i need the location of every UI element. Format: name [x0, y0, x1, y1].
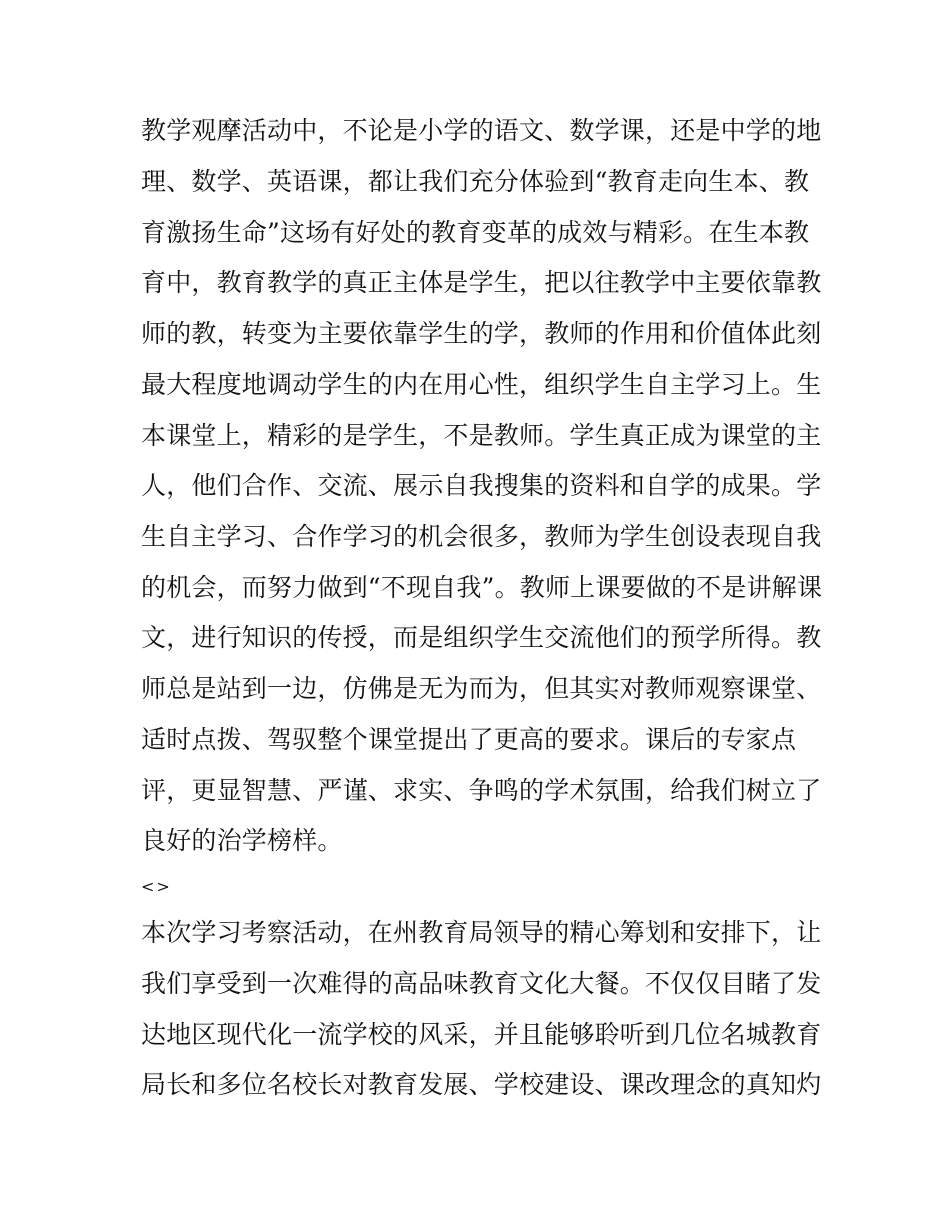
paragraph-1-line-1: 教学观摩活动中，不论是小学的语文、数学课，还是中学的地 — [141, 116, 822, 145]
paragraph-1-line-7: 本课堂上，精彩的是学生，不是教师。学生真正成为课堂的主 — [141, 421, 822, 450]
paragraph-1-line-9: 生自主学习、合作学习的机会很多，教师为学生创设表现自我 — [141, 522, 822, 551]
paragraph-1-line-2: 理、数学、英语课，都让我们充分体验到“教育走向生本、教 — [141, 167, 810, 196]
paragraph-2-line-2: 我们享受到一次难得的高品味教育文化大餐。不仅仅目睹了发 — [141, 969, 822, 998]
paragraph-1-line-13: 适时点拨、驾驭整个课堂提出了更高的要求。课后的专家点 — [141, 725, 797, 754]
paragraph-1-line-10: 的机会，而努力做到“不现自我”。教师上课要做的不是讲解课 — [141, 573, 823, 602]
paragraph-1-line-15: 良好的治学榜样。 — [141, 826, 343, 855]
paragraph-1-line-11: 文，进行知识的传授，而是组织学生交流他们的预学所得。教 — [141, 623, 822, 652]
paragraph-1-line-14: 评，更显智慧、严谨、求实、争鸣的学术氛围，给我们树立了 — [141, 776, 822, 805]
paragraph-1-line-3: 育激扬生命”这场有好处的教育变革的成效与精彩。在生本教 — [141, 218, 810, 247]
paragraph-1-line-5: 师的教，转变为主要依靠学生的学，教师的作用和价值体此刻 — [141, 319, 822, 348]
paragraph-1-line-8: 人，他们合作、交流、展示自我搜集的资料和自学的成果。学 — [141, 471, 822, 500]
paragraph-2-line-1: 本次学习考察活动，在州教育局领导的精心筹划和安排下，让 — [141, 918, 822, 947]
paragraph-1-line-6: 最大程度地调动学生的内在用心性，组织学生自主学习上。生 — [141, 370, 822, 399]
section-separator: <> — [141, 877, 172, 896]
paragraph-1-line-12: 师总是站到一边，仿佛是无为而为，但其实对教师观察课堂、 — [141, 674, 822, 703]
paragraph-1-line-4: 育中，教育教学的真正主体是学生，把以往教学中主要依靠教 — [141, 268, 822, 297]
paragraph-2-line-3: 达地区现代化一流学校的风采，并且能够聆听到几位名城教育 — [141, 1020, 822, 1049]
paragraph-2-line-4: 局长和多位名校长对教育发展、学校建设、课改理念的真知灼 — [141, 1070, 822, 1099]
